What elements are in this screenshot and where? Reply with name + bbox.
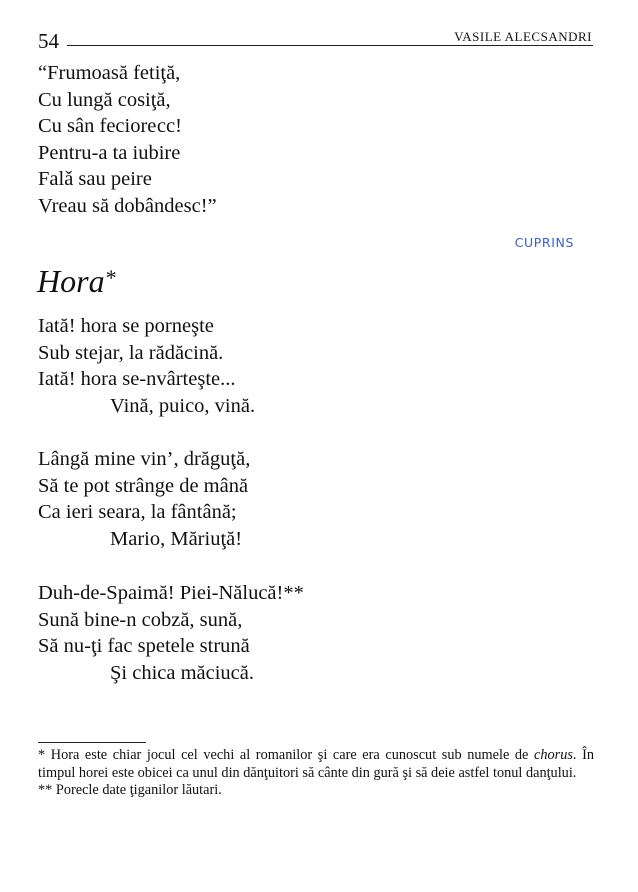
verse-line: Să te pot strânge de mână [38, 474, 249, 497]
verse-line: Iată! hora se porneşte [38, 315, 214, 337]
running-head: VASILE ALECSANDRI [454, 29, 592, 44]
verse-line-refrain: Mario, Măriuţă! [110, 527, 243, 550]
poem-title-text: Hora [37, 263, 105, 299]
footnote-1 [38, 747, 594, 782]
verse-line: Ca ieri seara, la fântână; [38, 501, 237, 524]
verse-line: Vreau să dobândesc!” [38, 194, 217, 217]
header-rule [67, 45, 593, 46]
footnote-rule [38, 742, 146, 743]
verse-line: Cu sân feciorесc! [38, 115, 182, 138]
poem-title [37, 258, 116, 301]
verse-line: Duh-de-Spaimă! Piei-Nălucă!** [38, 582, 304, 604]
verse-line: Sună bine-n cobză, sună, [38, 608, 243, 631]
page-number: 54 [38, 29, 59, 53]
stanza-continued [38, 60, 217, 220]
verse-line-refrain: Vină, puico, vină. [110, 394, 256, 417]
footnote-2: ** Porecle date ţiganilor lăutari. [38, 782, 222, 798]
verse-line: Cu lungă cosiţă, [38, 88, 171, 111]
verse-line-refrain: Şi chica măciucă. [110, 661, 255, 684]
stanza-3 [38, 580, 304, 686]
verse-line: Falǎ sau peire [38, 168, 152, 191]
footnote-1-text-a: * Hora este chiar jocul cel vechi al romanilor şi care era cunoscut sub numele de [38, 747, 534, 763]
footnote-1-text-b: . În timpul horei este obicei ca unul din dănţuitori să cânte din gură şi să deie astfel tonul danţului. [38, 747, 594, 781]
verse-line: Să nu-ţi fac spetele strună [38, 635, 250, 658]
verse-line: Iată! hora se-nvârteşte... [38, 368, 236, 391]
verse-line: Sub stejar, la rădăcină. [38, 341, 224, 364]
verse-line: Pentru-a ta iubire [38, 141, 181, 164]
stanza-2 [38, 446, 250, 552]
toc-link[interactable]: CUPRINS [514, 235, 574, 250]
verse-line: “Frumoasă fetiţă, [38, 62, 181, 84]
footnote-mark: * [104, 265, 116, 290]
stanza-1 [38, 313, 255, 419]
footnotes [38, 747, 594, 800]
verse-line: Lângă mine vin’, drăguţă, [38, 448, 251, 470]
footnote-1-term: chorus [534, 747, 573, 763]
